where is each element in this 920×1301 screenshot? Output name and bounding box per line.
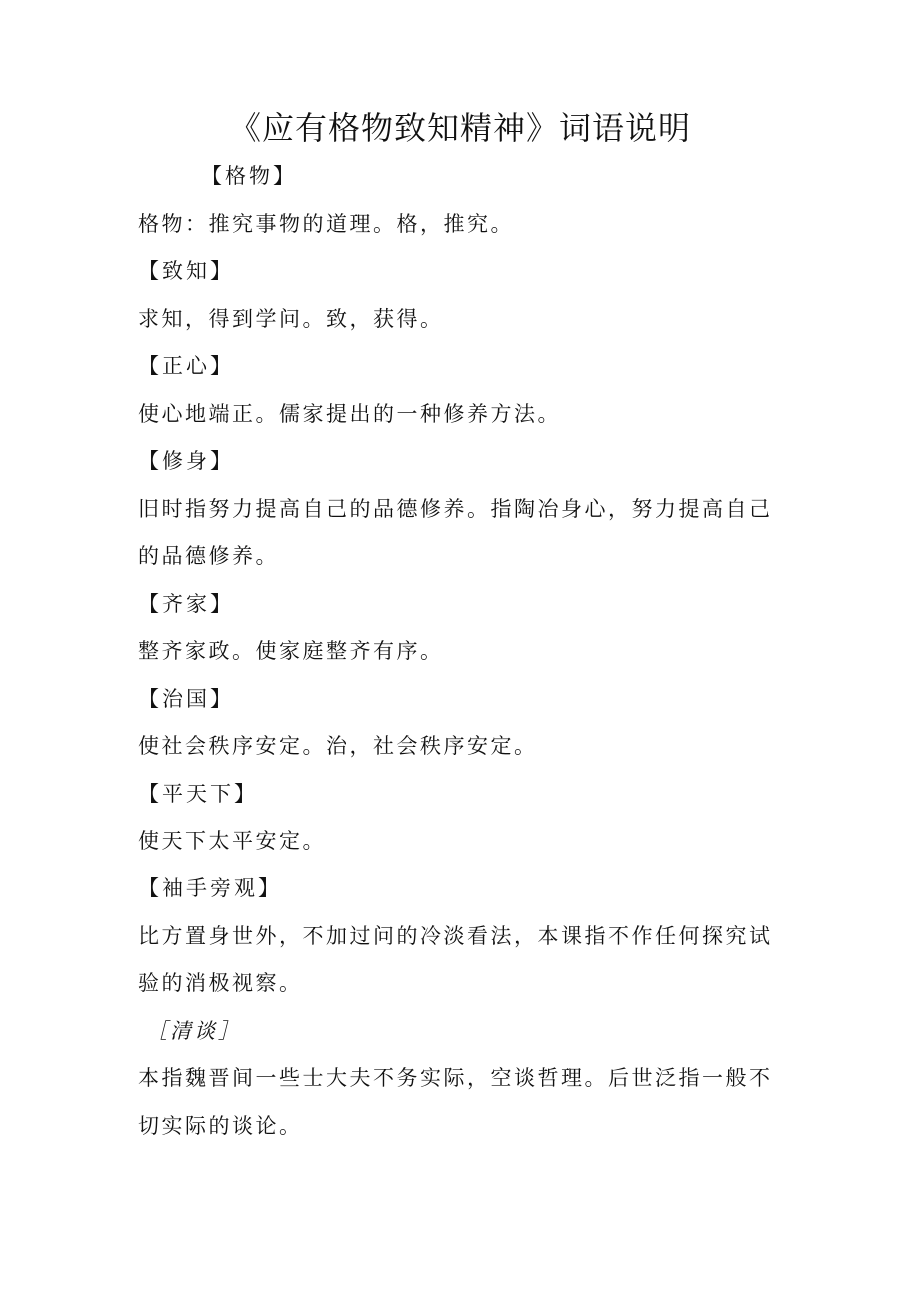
term-zhizhi: 【致知】 <box>138 259 234 283</box>
definition-qingtan-line-2: 切实际的谈论。 <box>138 1114 303 1138</box>
definition-xiushen-line-1: 旧时指努力提高自己的品德修养。指陶冶身心，努力提高自己 <box>138 497 773 521</box>
definition-zhengxin-line-1: 使心地端正。儒家提出的一种修养方法。 <box>138 402 561 426</box>
definition-pingtianxia-line-1: 使天下太平安定。 <box>138 829 326 853</box>
term-zhengxin: 【正心】 <box>138 354 234 378</box>
term-xiushoupangguan: 【袖手旁观】 <box>138 876 282 900</box>
document-title: 《应有格物致知精神》词语说明 <box>228 109 691 147</box>
term-zhiguo: 【治国】 <box>138 687 234 711</box>
definition-xiushoupangguan-line-2: 验的消极视察。 <box>138 971 303 995</box>
term-qingtan: ［清谈］ <box>146 1019 242 1043</box>
definition-gewu-line-1: 格物：推究事物的道理。格，推究。 <box>138 212 514 236</box>
term-pingtianxia: 【平天下】 <box>138 782 258 806</box>
definition-xiushen-line-2: 的品德修养。 <box>138 544 279 568</box>
term-qijia: 【齐家】 <box>138 592 234 616</box>
definition-qingtan-line-1: 本指魏晋间一些士大夫不务实际，空谈哲理。后世泛指一般不 <box>138 1066 773 1090</box>
definition-qijia-line-1: 整齐家政。使家庭整齐有序。 <box>138 639 444 663</box>
definition-zhizhi-line-1: 求知，得到学问。致，获得。 <box>138 307 444 331</box>
definition-zhiguo-line-1: 使社会秩序安定。治，社会秩序安定。 <box>138 734 538 758</box>
term-xiushen: 【修身】 <box>138 449 234 473</box>
term-gewu: 【格物】 <box>201 164 297 188</box>
definition-xiushoupangguan-line-1: 比方置身世外，不加过问的冷淡看法，本课指不作任何探究试 <box>138 924 773 948</box>
